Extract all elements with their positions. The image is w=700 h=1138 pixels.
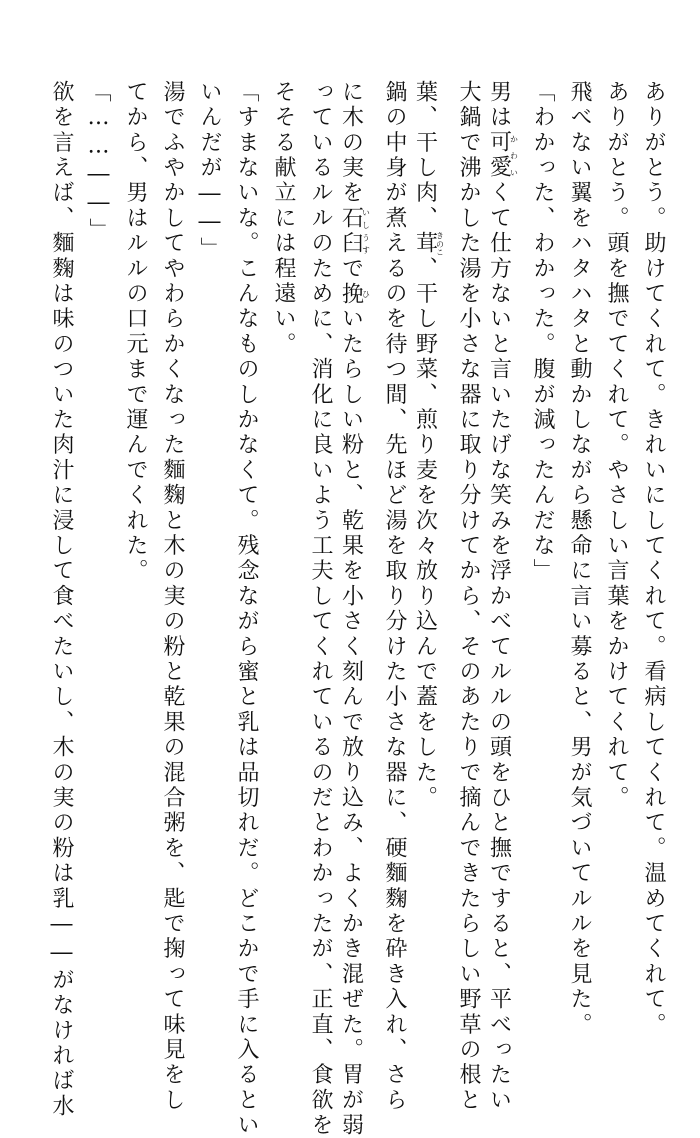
- text-line: ありがとう。助けてくれて。きれいにしてくれて。看病してくれて。温めてくれて。: [641, 80, 666, 1038]
- text-line: 鍋の中身が煮えるのを待つ間、先ほど湯を取り分けた小さな器に、硬麵麴を砕き入れ、さら: [382, 80, 407, 1114]
- vertical-text-body: [48, 80, 666, 1138]
- text-line: そそる献立には程遠い。: [271, 80, 296, 358]
- text-line: ありがとう。頭を撫でてくれて。やさしい言葉をかけてくれて。: [604, 80, 629, 811]
- text-line: 「すまないな。こんなものしかなくて。残念ながら蜜と乳は品切れだ。どこかで手に入るとい: [234, 80, 259, 1138]
- text-line: 「……――」: [86, 80, 111, 244]
- text-line-with-ruby: 男は可愛かわいくて仕方ないと言いたげな笑みを浮かべてルルの頭をひと撫ですると、平べったい: [486, 80, 519, 1114]
- text-line: 大鍋で沸かした湯を小さな器に取り分けてから、そのあたりで摘んできたらしい野草の根と: [456, 80, 481, 1114]
- text-line: てから、男はルルの口元まで運んでくれた。: [123, 80, 148, 584]
- text-line-with-ruby: 葉、干し肉、茸きのこ、干し野菜、煎り麦を次々放り込んで蓋をした。: [412, 80, 445, 811]
- text-line: 飛べない翼をハタハタと動かしながら懸命に言い募ると、男が気づいてルルを見た。: [567, 80, 592, 1038]
- text-line: 湯でふやかしてやわらかくなった麵麴と木の実の粉と乾果の混合粥を、匙で掬って味見をし: [160, 80, 185, 1114]
- text-line: 欲を言えば、麵麴は味のついた肉汁に浸して食べたいし、木の実の粉は乳――がなければ水: [49, 80, 74, 1120]
- text-line: 「わかった、わかった。腹が減ったんだな」: [530, 80, 555, 584]
- text-line: いんだが――」: [197, 80, 222, 263]
- text-line-with-ruby: に木の実を石臼いしうすで挽ひいたらしい粉と、乾果を小さく刻んで放り込み、よくかき混ぜた。胃が弱: [338, 80, 371, 1138]
- text-line: っているルルのために、消化に良いよう工夫してくれているのだとわかったが、正直、食欲を: [308, 80, 333, 1138]
